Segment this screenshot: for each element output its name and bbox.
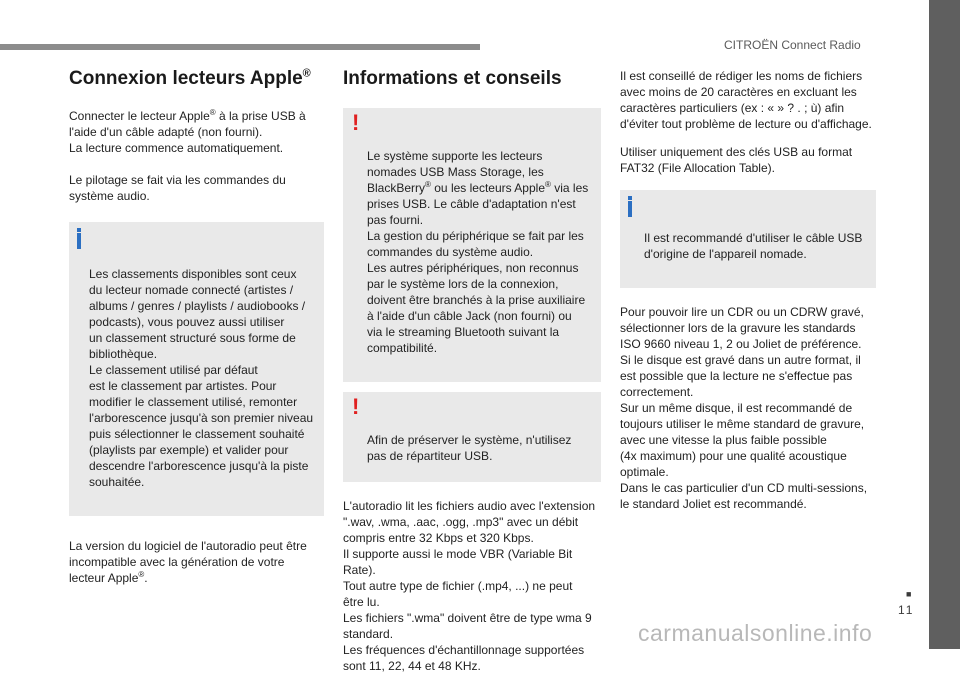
end-of-section-marker: ■ (906, 589, 912, 599)
warning-icon: ! (352, 110, 360, 135)
info-icon (77, 228, 81, 249)
side-bar (929, 0, 960, 649)
header-title: CITROËN Connect Radio (724, 38, 861, 52)
usb-format-paragraph: Utiliser uniquement des clés USB au format FAT32 (File Allocation Table). (620, 145, 853, 175)
software-version-paragraph: La version du logiciel de l'autoradio peut être incompatible avec la génération de votre lecteur Apple®. (69, 539, 307, 585)
section-heading-apple: Connexion lecteurs Apple® (69, 67, 311, 89)
right-column (620, 68, 876, 512)
connect-paragraph: Connecter le lecteur Apple® à la prise USB à l'aide d'un câble adapté (non fourni). La lecture commence automatiquement. (69, 108, 306, 155)
warning-box-usb-splitter: ! Afin de préserver le système, n'utilisez pas de répartiteur USB. (343, 392, 601, 482)
page-number: 11 (898, 603, 915, 617)
info-icon (628, 196, 632, 217)
audio-formats-paragraph: L'autoradio lit les fichiers audio avec l'extension ".wav, .wma, .aac, .ogg, .mp3" avec un débit compris entre 32 Kbps et 320 Kbps. Il supporte aussi le mode VBR (Variable Bit Rate). Tout autre type de fichier (.mp4, ...) ne peut être lu. Les fichiers ".wma" doivent être de type wma 9 standard. Les fréquences d'échantillonnage supportées sont 11, 22, 44 et 48 KHz. (343, 499, 596, 673)
info-box-classification: Les classements disponibles sont ceux du lecteur nomade connecté (artistes / albums / genres / playlists / audiobooks / podcasts), vous pouvez aussi utiliser un classement structuré sous forme de bibliothèque. Le classement utilisé par défaut est le classement par artistes. Pour modifier le classement utilisé, remonter l'arborescence jusqu'à son premier niveau puis sélectionner le classement souhaité (playlists par exemple) et valider pour descendre l'arborescence jusqu'à la piste souhaitée. (69, 222, 324, 516)
middle-column (343, 68, 601, 674)
warning-box-supported-devices: ! Le système supporte les lecteurs nomades USB Mass Storage, les BlackBerry® ou les lecteurs Apple® via les prises USB. Le câble d'adaptation n'est pas fourni. La gestion du périphérique se fait par les commandes du système audio. Les autres périphériques, non reconnus par le système lors de la connexion, doivent être branchés à la prise auxiliaire à l'aide d'un câble Jack (non fourni) ou via le streaming Bluetooth suivant la compatibilité. (343, 108, 601, 382)
cd-burning-paragraph: Pour pouvoir lire un CDR ou un CDRW gravé, sélectionner lors de la gravure les standards ISO 9660 niveau 1, 2 ou Joliet de préférence. Si le disque est gravé dans un autre format, il est possible que la lecture ne s'effectue pas correctement. Sur un même disque, il est recommandé de toujours utiliser le même standard de gravure, avec une vitesse la plus faible possible (4x maximum) pour une qualité acoustique optimale. Dans le cas particulier d'un CD multi-sessions, le standard Joliet est recommandé. (620, 305, 868, 511)
file-names-paragraph: Il est conseillé de rédiger les noms de fichiers avec moins de 20 caractères en excluant les caractères particuliers (ex : « » ? . ; ù) afin d'éviter tout problème de lecture ou d'affichage. (620, 69, 872, 131)
control-paragraph: Le pilotage se fait via les commandes du système audio. (69, 173, 286, 203)
info-box-usb-cable: Il est recommandé d'utiliser le câble USB d'origine de l'appareil nomade. (620, 190, 876, 288)
watermark: carmanualsonline.info (638, 620, 873, 646)
top-rule (0, 44, 480, 50)
left-column (69, 68, 324, 586)
section-heading-info: Informations et conseils (343, 68, 562, 89)
warning-icon: ! (352, 394, 360, 419)
